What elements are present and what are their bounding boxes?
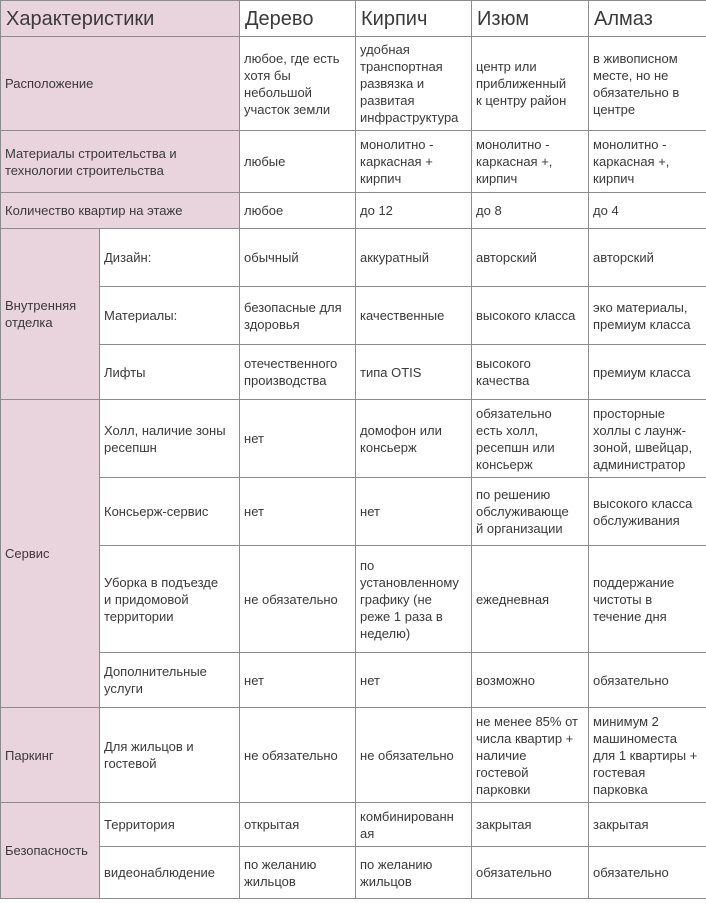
cell-kirpich: домофон или консьерж [356, 400, 472, 478]
cell-derevo: нет [240, 400, 356, 478]
table-row [1, 653, 706, 708]
cell-kirpich: нет [356, 478, 472, 546]
header-izyum: Изюм [472, 1, 589, 37]
cell-kirpich: нет [356, 653, 472, 708]
sub-label-interior-materials: Материалы: [100, 287, 240, 345]
cell-almaz: высокого класса обслуживания [589, 478, 706, 546]
cell-izyum: центр или приближенный к центру район [472, 37, 589, 131]
cell-kirpich: до 12 [356, 193, 472, 229]
cell-derevo: по желанию жильцов [240, 847, 356, 899]
cell-izyum: ежедневная [472, 546, 589, 653]
table-row [1, 546, 706, 653]
cell-almaz: просторные холлы с лаунж- зоной, швейцар, администратор [589, 400, 706, 478]
table-row [1, 803, 706, 847]
cell-derevo: не обязательно [240, 708, 356, 803]
cell-kirpich: типа OTIS [356, 345, 472, 400]
table-row [1, 131, 706, 193]
table-row [1, 847, 706, 899]
table-row [1, 37, 706, 131]
header-derevo: Дерево [240, 1, 356, 37]
cell-derevo: безопасные для здоровья [240, 287, 356, 345]
sub-label-cleaning: Уборка в подъезде и придомовой территории [100, 546, 240, 653]
cell-izyum: по решению обслуживающе й организации [472, 478, 589, 546]
cell-derevo: не обязательно [240, 546, 356, 653]
sub-label-extra-services: Дополнительные услуги [100, 653, 240, 708]
row-label-service: Сервис [1, 400, 100, 708]
row-label-parking: Паркинг [1, 708, 100, 803]
cell-almaz: монолитно - каркасная +, кирпич [589, 131, 706, 193]
cell-kirpich: монолитно - каркасная + кирпич [356, 131, 472, 193]
cell-izyum: закрытая [472, 803, 589, 847]
cell-izyum: авторский [472, 229, 589, 287]
table-row [1, 400, 706, 478]
row-label-interior: Внутренняя отделка [1, 229, 100, 400]
cell-izyum: до 8 [472, 193, 589, 229]
cell-almaz: эко материалы, премиум класса [589, 287, 706, 345]
cell-kirpich: по желанию жильцов [356, 847, 472, 899]
cell-derevo: отечественного производства [240, 345, 356, 400]
cell-almaz: премиум класса [589, 345, 706, 400]
cell-derevo: любое, где есть хотя бы небольшой участок земли [240, 37, 356, 131]
cell-kirpich: комбинированн ая [356, 803, 472, 847]
row-label-apartments: Количество квартир на этаже [1, 193, 240, 229]
cell-almaz: обязательно [589, 653, 706, 708]
table-row [1, 478, 706, 546]
table-row [1, 345, 706, 400]
cell-izyum: высокого класса [472, 287, 589, 345]
cell-almaz: поддержание чистоты в течение дня [589, 546, 706, 653]
cell-kirpich: качественные [356, 287, 472, 345]
cell-izyum: монолитно - каркасная +, кирпич [472, 131, 589, 193]
cell-kirpich: удобная транспортная развязка и развитая инфраструктура [356, 37, 472, 131]
sub-label-concierge: Консьерж-сервис [100, 478, 240, 546]
cell-kirpich: по установленному графику (не реже 1 раза в неделю) [356, 546, 472, 653]
cell-derevo: нет [240, 653, 356, 708]
cell-kirpich: аккуратный [356, 229, 472, 287]
header-kirpich: Кирпич [356, 1, 472, 37]
cell-almaz: закрытая [589, 803, 706, 847]
cell-izyum: возможно [472, 653, 589, 708]
row-label-security: Безопасность [1, 803, 100, 899]
sub-label-elevators: Лифты [100, 345, 240, 400]
row-label-location: Расположение [1, 37, 240, 131]
header-row [1, 1, 706, 37]
cell-almaz: обязательно [589, 847, 706, 899]
table-row [1, 287, 706, 345]
cell-izyum: обязательно [472, 847, 589, 899]
sub-label-video: видеонаблюдение [100, 847, 240, 899]
cell-izyum: не менее 85% от числа квартир + наличие гостевой парковки [472, 708, 589, 803]
cell-derevo: любое [240, 193, 356, 229]
sub-label-parking: Для жильцов и гостевой [100, 708, 240, 803]
cell-izyum: высокого качества [472, 345, 589, 400]
cell-derevo: любые [240, 131, 356, 193]
cell-kirpich: не обязательно [356, 708, 472, 803]
cell-derevo: открытая [240, 803, 356, 847]
cell-almaz: минимум 2 машиноместа для 1 квартиры + гостевая парковка [589, 708, 706, 803]
cell-almaz: авторский [589, 229, 706, 287]
cell-derevo: нет [240, 478, 356, 546]
header-almaz: Алмаз [589, 1, 706, 37]
sub-label-territory: Территория [100, 803, 240, 847]
table-row [1, 708, 706, 803]
cell-izyum: обязательно есть холл, ресепшн или консьерж [472, 400, 589, 478]
sub-label-hall: Холл, наличие зоны ресепшн [100, 400, 240, 478]
table-row [1, 193, 706, 229]
sub-label-design: Дизайн: [100, 229, 240, 287]
cell-almaz: до 4 [589, 193, 706, 229]
header-characteristics: Характеристики [1, 1, 240, 37]
table-row [1, 229, 706, 287]
cell-almaz: в живописном месте, но не обязательно в центре [589, 37, 706, 131]
row-label-materials: Материалы строительства и технологии строительства [1, 131, 240, 193]
cell-derevo: обычный [240, 229, 356, 287]
